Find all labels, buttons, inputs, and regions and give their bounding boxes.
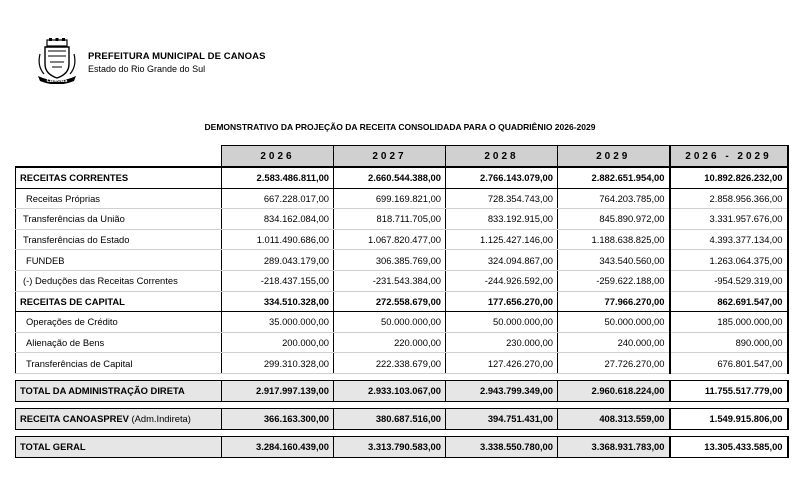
row-label: TOTAL DA ADMINISTRAÇÃO DIRETA <box>16 380 222 401</box>
cell-2026: 366.163.300,00 <box>222 408 334 429</box>
spacer-cell <box>16 429 788 436</box>
cell-2028: 177.656.270,00 <box>446 291 558 312</box>
spacer-cell <box>16 373 788 380</box>
cell-2029: 764.203.785,00 <box>558 188 670 209</box>
cell-2026: 1.011.490.686,00 <box>222 229 334 250</box>
cell-2029: 2.882.651.954,00 <box>558 167 670 188</box>
cell-2027: 1.067.820.477,00 <box>334 229 446 250</box>
organization-state: Estado do Rio Grande do Sul <box>88 64 206 74</box>
revenue-projection-table <box>15 145 789 458</box>
cell-total: 2.858.956.366,00 <box>670 188 788 209</box>
cell-2026: 667.228.017,00 <box>222 188 334 209</box>
organization-name: PREFEITURA MUNICIPAL DE CANOAS <box>88 51 266 62</box>
table-row-operacoes-credito <box>16 312 788 333</box>
cell-2026: 35.000.000,00 <box>222 312 334 333</box>
table-row-receita-canoasprev <box>16 408 788 429</box>
cell-2029: 845.890.972,00 <box>558 209 670 230</box>
cell-2027: 380.687.516,00 <box>334 408 446 429</box>
cell-2028: 127.426.270,00 <box>446 353 558 374</box>
table-row-total-geral <box>16 436 788 457</box>
cell-total: 862.691.547,00 <box>670 291 788 312</box>
row-label: RECEITAS DE CAPITAL <box>16 291 222 312</box>
cell-total: -954.529.319,00 <box>670 270 788 291</box>
cell-2029: -259.622.188,00 <box>558 270 670 291</box>
cell-total: 1.549.915.806,00 <box>670 408 788 429</box>
cell-2029: 2.960.618.224,00 <box>558 380 670 401</box>
cell-2027: 2.660.544.388,00 <box>334 167 446 188</box>
column-header-2028: 2028 <box>446 146 558 168</box>
cell-2026: 289.043.179,00 <box>222 250 334 271</box>
row-label-text: RECEITA CANOASPREV <box>20 413 129 425</box>
cell-2028: 230.000,00 <box>446 332 558 353</box>
table-row-transferencias-capital <box>16 353 788 374</box>
cell-2027: -231.543.384,00 <box>334 270 446 291</box>
table-header-row <box>16 146 788 168</box>
row-label: Transferências de Capital <box>16 353 222 374</box>
row-label: Alienação de Bens <box>16 332 222 353</box>
cell-total: 11.755.517.779,00 <box>670 380 788 401</box>
cell-2028: 728.354.743,00 <box>446 188 558 209</box>
cell-2027: 272.558.679,00 <box>334 291 446 312</box>
row-label: FUNDEB <box>16 250 222 271</box>
cell-2026: -218.437.155,00 <box>222 270 334 291</box>
cell-total: 4.393.377.134,00 <box>670 229 788 250</box>
cell-2026: 200.000,00 <box>222 332 334 353</box>
cell-2027: 220.000,00 <box>334 332 446 353</box>
table-row-receitas-capital <box>16 291 788 312</box>
cell-2026: 2.583.486.811,00 <box>222 167 334 188</box>
column-header-total: 2026 - 2029 <box>670 146 788 168</box>
cell-2029: 3.368.931.783,00 <box>558 436 670 457</box>
row-label: TOTAL GERAL <box>16 436 222 457</box>
cell-2028: -244.926.592,00 <box>446 270 558 291</box>
cell-2029: 27.726.270,00 <box>558 353 670 374</box>
table-row-alienacao-bens <box>16 332 788 353</box>
cell-total: 185.000.000,00 <box>670 312 788 333</box>
cell-2029: 77.966.270,00 <box>558 291 670 312</box>
table-row-receitas-correntes <box>16 167 788 188</box>
table-row-deducoes <box>16 270 788 291</box>
cell-2029: 408.313.559,00 <box>558 408 670 429</box>
row-label: (-) Deduções das Receitas Correntes <box>16 270 222 291</box>
cell-total: 13.305.433.585,00 <box>670 436 788 457</box>
column-header-2026: 2026 <box>222 146 334 168</box>
spacer-cell <box>16 401 788 408</box>
cell-2026: 334.510.328,00 <box>222 291 334 312</box>
cell-total: 3.331.957.676,00 <box>670 209 788 230</box>
cell-2027: 818.711.705,00 <box>334 209 446 230</box>
row-label <box>16 408 222 429</box>
cell-2028: 50.000.000,00 <box>446 312 558 333</box>
cell-2028: 2.766.143.079,00 <box>446 167 558 188</box>
cell-total: 676.801.547,00 <box>670 353 788 374</box>
row-label: Transferências da União <box>16 209 222 230</box>
cell-2027: 306.385.769,00 <box>334 250 446 271</box>
cell-2028: 1.125.427.146,00 <box>446 229 558 250</box>
row-label-note: (Adm.Indireta) <box>131 413 191 425</box>
cell-2028: 394.751.431,00 <box>446 408 558 429</box>
table-row-transferencias-uniao <box>16 209 788 230</box>
cell-2029: 240.000,00 <box>558 332 670 353</box>
row-label: Operações de Crédito <box>16 312 222 333</box>
column-header-2027: 2027 <box>334 146 446 168</box>
cell-2027: 50.000.000,00 <box>334 312 446 333</box>
organization-block <box>88 51 266 74</box>
cell-2029: 343.540.560,00 <box>558 250 670 271</box>
header-blank-cell <box>16 146 222 168</box>
cell-2029: 50.000.000,00 <box>558 312 670 333</box>
cell-total: 1.263.064.375,00 <box>670 250 788 271</box>
cell-2028: 833.192.915,00 <box>446 209 558 230</box>
cell-total: 10.892.826.232,00 <box>670 167 788 188</box>
svg-text:CANOAS: CANOAS <box>46 79 68 84</box>
row-label: RECEITAS CORRENTES <box>16 167 222 188</box>
cell-2028: 324.094.867,00 <box>446 250 558 271</box>
table-row-total-administracao-direta <box>16 380 788 401</box>
cell-total: 890.000,00 <box>670 332 788 353</box>
municipal-coat-of-arms-icon <box>34 38 80 84</box>
cell-2027: 222.338.679,00 <box>334 353 446 374</box>
column-header-2029: 2029 <box>558 146 670 168</box>
cell-2026: 299.310.328,00 <box>222 353 334 374</box>
cell-2027: 2.933.103.067,00 <box>334 380 446 401</box>
cell-2027: 3.313.790.583,00 <box>334 436 446 457</box>
table-row-transferencias-estado <box>16 229 788 250</box>
row-label: Transferências do Estado <box>16 229 222 250</box>
table-row-fundeb <box>16 250 788 271</box>
cell-2028: 2.943.799.349,00 <box>446 380 558 401</box>
cell-2026: 3.284.160.439,00 <box>222 436 334 457</box>
cell-2028: 3.338.550.780,00 <box>446 436 558 457</box>
document-title: DEMONSTRATIVO DA PROJEÇÃO DA RECEITA CONSOLIDADA PARA O QUADRIÊNIO 2026-2029 <box>204 122 596 132</box>
table-spacer-row <box>16 373 788 380</box>
cell-2026: 2.917.997.139,00 <box>222 380 334 401</box>
cell-2029: 1.188.638.825,00 <box>558 229 670 250</box>
cell-2026: 834.162.084,00 <box>222 209 334 230</box>
cell-2027: 699.169.821,00 <box>334 188 446 209</box>
row-label: Receitas Próprias <box>16 188 222 209</box>
table-spacer-row <box>16 401 788 408</box>
table-spacer-row <box>16 429 788 436</box>
table-row-receitas-proprias <box>16 188 788 209</box>
document-header <box>34 38 266 84</box>
